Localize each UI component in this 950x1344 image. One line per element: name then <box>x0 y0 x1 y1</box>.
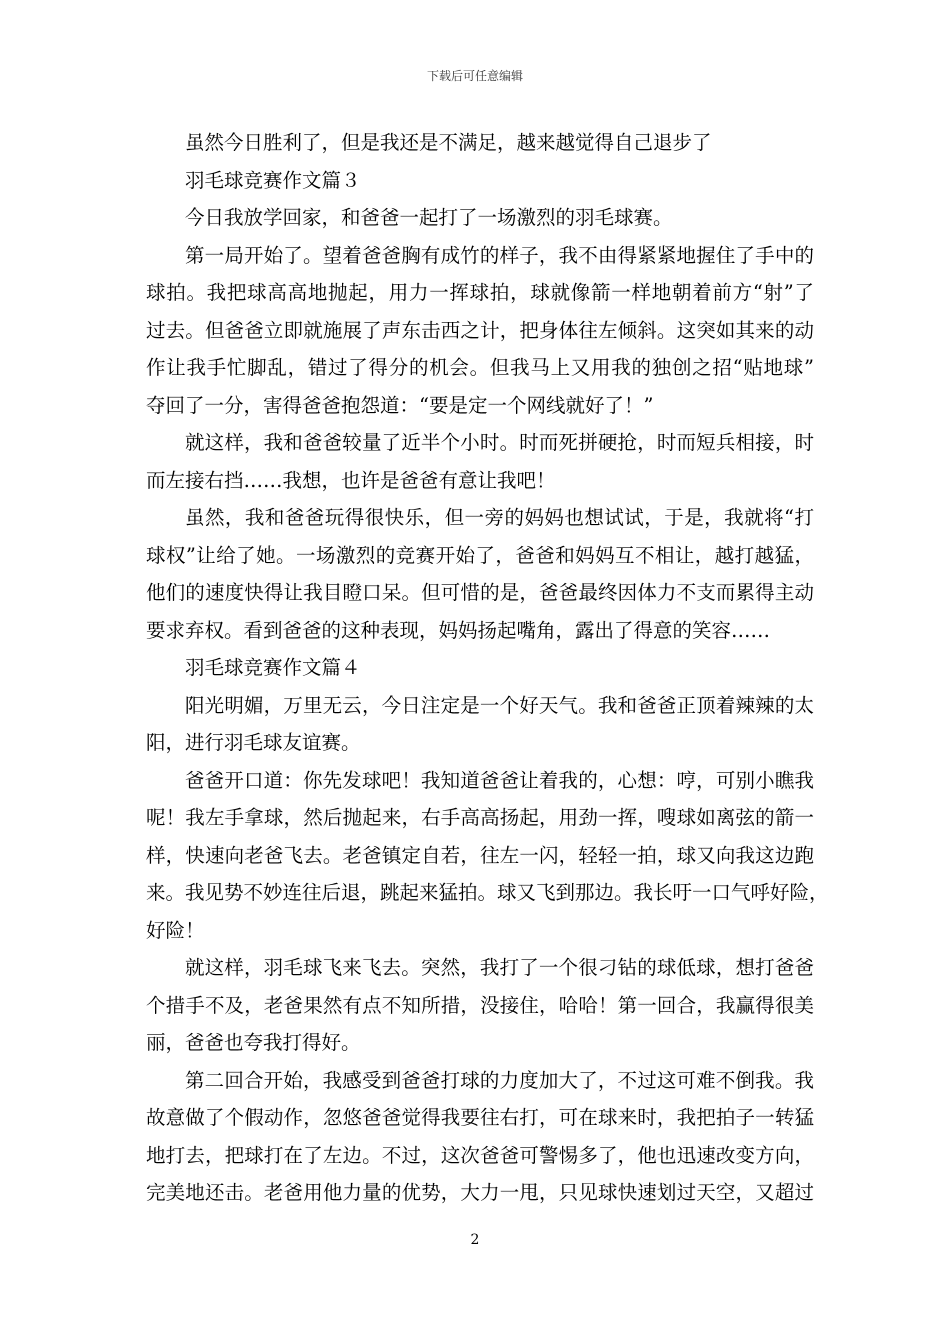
text-line: 而左接右挡……我想，也许是爸爸有意让我吧！ <box>146 468 556 492</box>
text-line: 个措手不及，老爸果然有点不知所措，没接住，哈哈！第一回合，我赢得很美 <box>146 993 814 1017</box>
text-line: 要求弃权。看到爸爸的这种表现，妈妈扬起嘴角，露出了得意的笑容…… <box>146 618 771 642</box>
text-line: 完美地还击。老爸用他力量的优势，大力一甩，只见球快速划过天空，又超过 <box>146 1181 814 1204</box>
text-line: 就这样，羽毛球飞来飞去。突然，我打了一个很刁钻的球低球，想打爸爸 <box>185 956 814 979</box>
text-line: 呢！我左手拿球，然后抛起来，右手高高扬起，用劲一挥，嗖球如离弦的箭一 <box>146 806 814 829</box>
text-line: 今日我放学回家，和爸爸一起打了一场激烈的羽毛球赛。 <box>185 206 673 229</box>
text-line: 阳光明媚，万里无云，今日注定是一个好天气。我和爸爸正顶着辣辣的太 <box>185 693 814 717</box>
text-line: 故意做了个假动作，忽悠爸爸觉得我要往右打，可在球来时，我把拍子一转猛 <box>146 1106 814 1129</box>
text-line: 虽然，我和爸爸玩得很快乐，但一旁的妈妈也想试试，于是，我就将“打 <box>185 506 814 529</box>
text-line: 羽毛球竞赛作文篇４ <box>185 656 361 679</box>
document-body <box>146 124 829 1212</box>
text-line: 过去。但爸爸立即就施展了声东击西之计，把身体往左倾斜。这突如其来的动 <box>146 318 814 342</box>
text-line: 球拍。我把球高高地抛起，用力一挥球拍，球就像箭一样地朝着前方“射”了 <box>146 281 814 304</box>
text-line: 丽，爸爸也夸我打得好。 <box>146 1031 361 1054</box>
text-line: 作让我手忙脚乱，错过了得分的机会。但我马上又用我的独创之招“贴地球” <box>146 356 814 379</box>
text-line: 阳，进行羽毛球友谊赛。 <box>146 731 361 754</box>
text-line: 羽毛球竞赛作文篇３ <box>185 168 361 192</box>
text-line: 第二回合开始，我感受到爸爸打球的力度加大了，不过这可难不倒我。我 <box>185 1068 814 1092</box>
text-line: 球权”让给了她。一场激烈的竞赛开始了，爸爸和妈妈互不相让，越打越猛， <box>146 543 814 567</box>
page-number: 2 <box>470 1232 480 1248</box>
text-line: 他们的速度快得让我目瞪口呆。但可惜的是，爸爸最终因体力不支而累得主动 <box>146 581 814 604</box>
page-header: 下载后可任意编辑 <box>426 69 523 83</box>
text-line: 来。我见势不妙连往后退，跳起来猛拍。球又飞到那边。我长吁一口气呼好险， <box>146 881 829 904</box>
text-line: 爸爸开口道：你先发球吧！我知道爸爸让着我的，心想：哼，可别小瞧我 <box>185 768 814 792</box>
text-line: 就这样，我和爸爸较量了近半个小时。时而死拼硬抢，时而短兵相接，时 <box>185 431 814 454</box>
text-line: 地打去，把球打在了左边。不过，这次爸爸可警惕多了，他也迅速改变方向， <box>146 1143 814 1167</box>
text-line: 虽然今日胜利了，但是我还是不满足，越来越觉得自己退步了 <box>185 131 712 154</box>
text-line: 第一局开始了。望着爸爸胸有成竹的样子，我不由得紧紧地握住了手中的 <box>185 243 814 267</box>
text-line: 夺回了一分，害得爸爸抱怨道：“要是定一个网线就好了！” <box>146 393 654 417</box>
text-line: 样，快速向老爸飞去。老爸镇定自若，往左一闪，轻轻一拍，球又向我这边跑 <box>146 843 814 867</box>
text-line: 好险！ <box>146 918 205 942</box>
